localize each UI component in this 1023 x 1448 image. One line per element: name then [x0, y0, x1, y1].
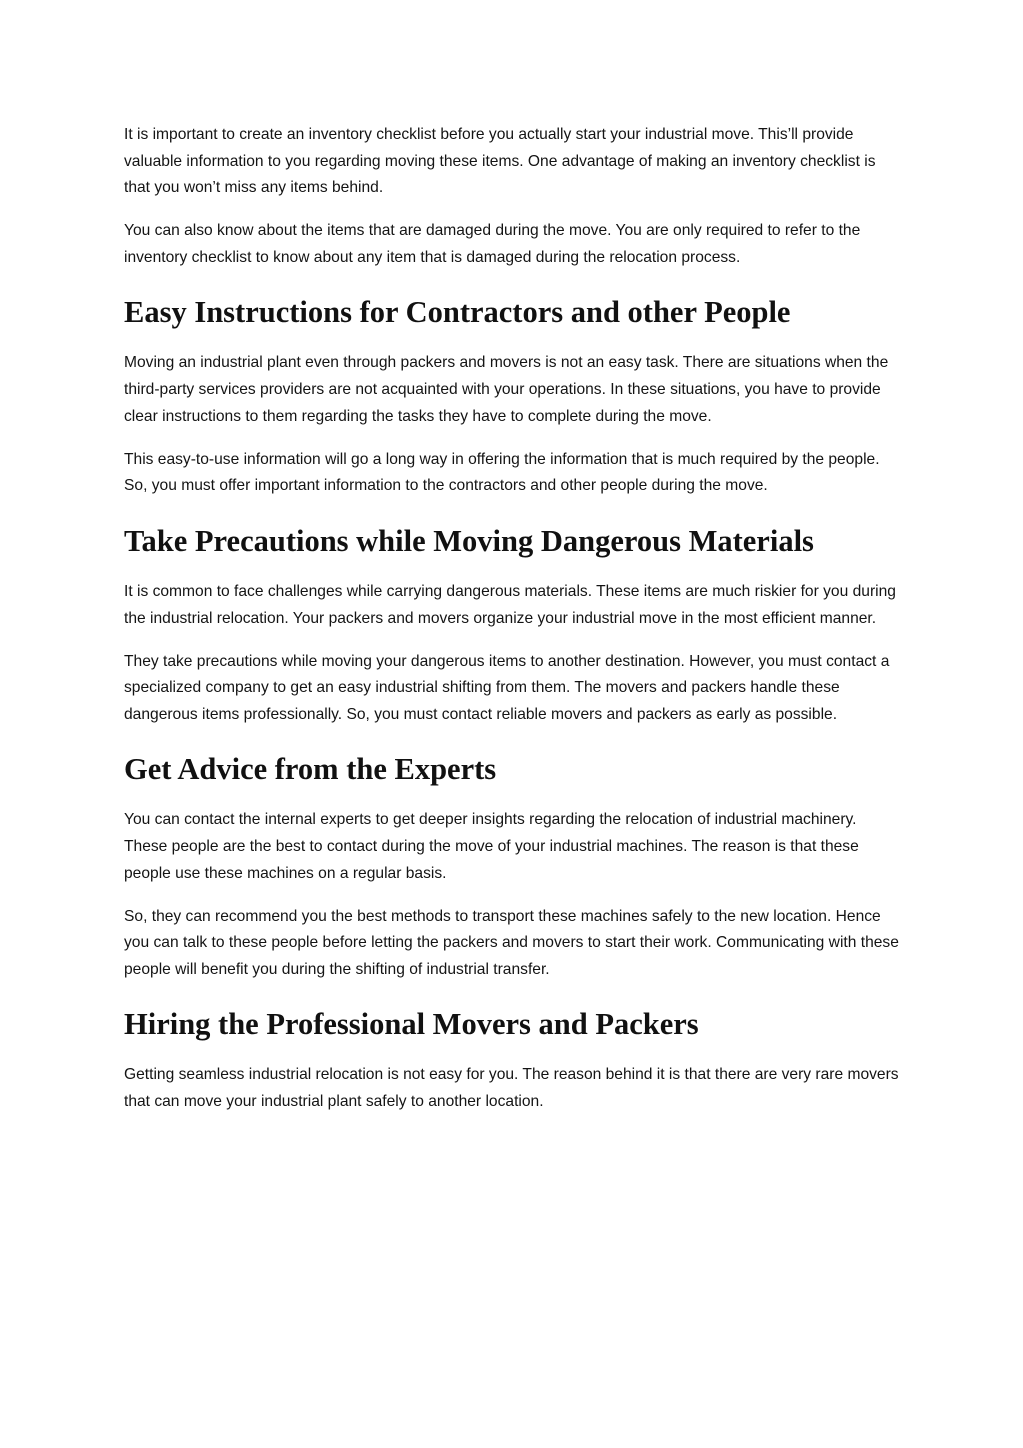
paragraph-specialized-company: They take precautions while moving your dangerous items to another destination. However, you must contact a specialized company to get an easy industrial shifting from them. The movers and packers handle these dangerous items professionally. So, you must contact reliable movers and packers as early as possible.: [124, 652, 890, 723]
heading-easy-instructions: Easy Instructions for Contractors and other People: [124, 295, 791, 330]
paragraph-recommend-methods: So, they can recommend you the best methods to transport these machines safely to the new location. Hence you can talk to these people before letting the packers and movers to start their work. Communicating with these people will benefit you during the shifting of industrial transfer.: [124, 907, 899, 978]
paragraph-dangerous-materials: It is common to face challenges while carrying dangerous materials. These items are much riskier for you during the industrial relocation. Your packers and movers organize your industrial move in the most efficient manner.: [124, 582, 896, 627]
heading-hiring-professional-movers: Hiring the Professional Movers and Packers: [124, 1007, 699, 1042]
paragraph-moving-industrial-plant: Moving an industrial plant even through packers and movers is not an easy task. There are situations when the third-party services providers are not acquainted with your operations. In these situations, you have to provide clear instructions to them regarding the tasks they have to complete during the move.: [124, 354, 889, 425]
paragraph-seamless-relocation: Getting seamless industrial relocation is not easy for you. The reason behind it is that there are very rare movers that can move your industrial plant safely to another location.: [124, 1066, 899, 1111]
paragraph-inventory-checklist: It is important to create an inventory checklist before you actually start your industrial move. This’ll provide valuable information to you regarding moving these items. One advantage of making an inventory checklist is that you won’t miss any items behind.: [124, 126, 876, 197]
heading-get-advice: Get Advice from the Experts: [124, 752, 497, 787]
document-body: [124, 122, 902, 1132]
paragraph-easy-to-use-information: This easy-to-use information will go a long way in offering the information that is much required by the people. So, you must offer important information to the contractors and other people during the move.: [124, 450, 880, 495]
heading-take-precautions: Take Precautions while Moving Dangerous Materials: [124, 523, 814, 558]
paragraph-damaged-items: You can also know about the items that are damaged during the move. You are only required to refer to the inventory checklist to know about any item that is damaged during the relocation process.: [124, 222, 861, 266]
paragraph-internal-experts: You can contact the internal experts to get deeper insights regarding the relocation of industrial machinery. These people are the best to contact during the move of your industrial machines. The reason is that these people use these machines on a regular basis.: [124, 811, 859, 882]
